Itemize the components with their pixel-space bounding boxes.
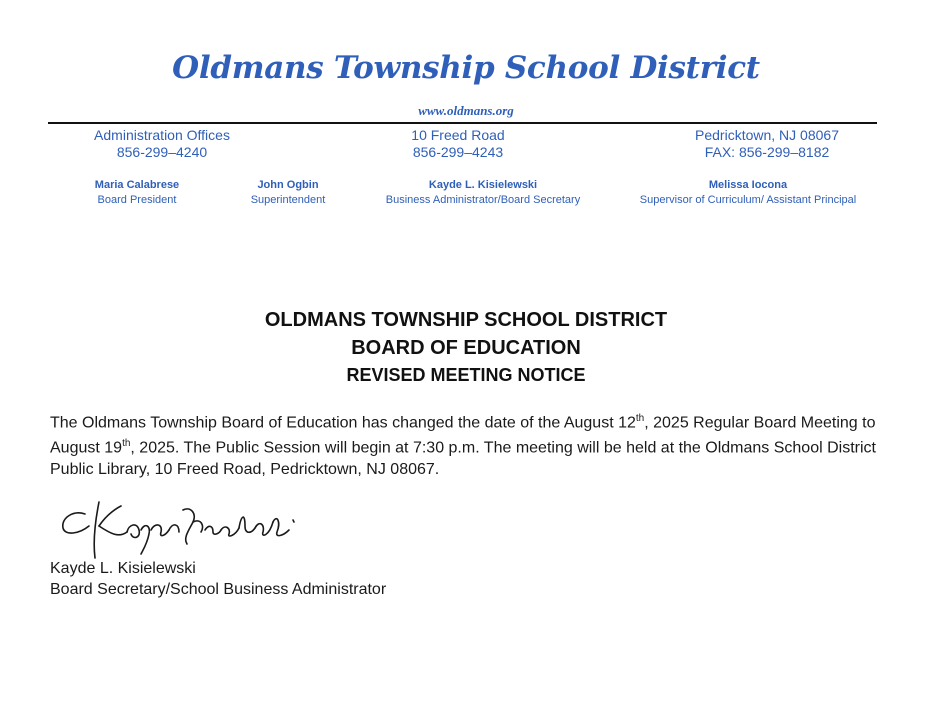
signatory-title: Board Secretary/School Business Administrator <box>50 581 387 598</box>
office-admin-phone: 856-299–4240 <box>116 144 208 160</box>
office-address-line1: 10 Freed Road <box>411 127 505 143</box>
notice-body-part2: , 2025 Regular Board Meeting to August 19 <box>50 414 876 457</box>
website-link[interactable]: www.oldmans.org <box>418 103 514 118</box>
staff-role: Superintendent <box>250 194 326 206</box>
office-admin-line1: Administration Offices <box>94 127 230 143</box>
staff-name: Maria Calabrese <box>94 179 180 191</box>
notice-body <box>50 408 880 480</box>
superscript-th-2: th <box>122 438 131 450</box>
staff-role: Board President <box>97 194 177 206</box>
staff-curriculum-supervisor <box>616 178 880 208</box>
staff-role: Business Administrator/Board Secretary <box>385 194 581 206</box>
notice-heading-revised: REVISED MEETING NOTICE <box>346 365 586 385</box>
district-name: Oldmans Township School District <box>172 50 760 86</box>
office-admin <box>72 127 252 161</box>
staff-board-president <box>62 178 212 208</box>
notice-heading-district: OLDMANS TOWNSHIP SCHOOL DISTRICT <box>264 309 668 331</box>
staff-name: Kayde L. Kisielewski <box>428 179 538 191</box>
office-city <box>667 127 867 161</box>
staff-business-administrator <box>362 178 604 208</box>
header-divider <box>48 122 877 124</box>
office-city-line1: Pedricktown, NJ 08067 <box>695 127 839 143</box>
office-fax: FAX: 856-299–8182 <box>704 144 830 160</box>
notice-heading-board: BOARD OF EDUCATION <box>351 337 581 359</box>
handwritten-signature <box>55 492 305 562</box>
office-address <box>368 127 548 161</box>
staff-superintendent <box>218 178 358 208</box>
staff-name: John Ogbin <box>257 179 319 191</box>
signatory-name: Kayde L. Kisielewski <box>50 560 196 577</box>
notice-body-part3: , 2025. The Public Session will begin at 7:30 p.m. The meeting will be held at the Oldmans School District Public Library, 10 Freed Road, Pedricktown, NJ 08067. <box>50 439 876 478</box>
staff-role: Supervisor of Curriculum/ Assistant Principal <box>639 194 857 206</box>
office-address-phone: 856-299–4243 <box>412 144 504 160</box>
notice-body-part1: The Oldmans Township Board of Education has changed the date of the August 12 <box>50 414 636 432</box>
superscript-th-1: th <box>635 413 645 424</box>
staff-name: Melissa Iocona <box>708 179 788 191</box>
